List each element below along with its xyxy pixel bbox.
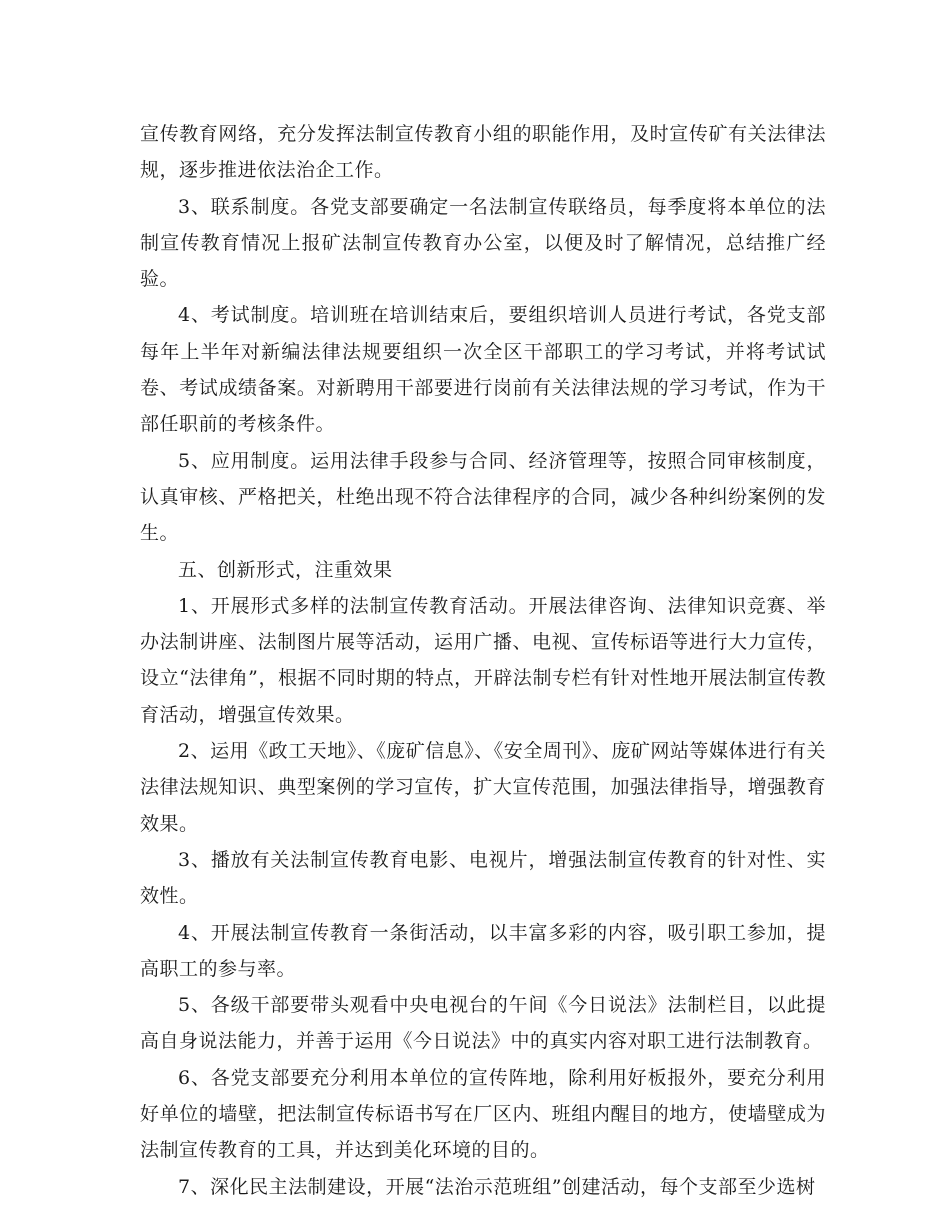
paragraph-democracy: 7、深化民主法制建设，开展“法治示范班组”创建活动，每个支部至少选树 [178,1175,816,1198]
paragraph-street-activity: 4、开展法制宣传教育一条街活动，以丰富多彩的内容，吸引职工参加，提高职工的参与率。 [140,921,826,980]
paragraph-wall-propaganda: 6、各党支部要充分利用本单位的宣传阵地，除利用好板报外，要充分利用好单位的墙壁，把法制宣传标语书写在厂区内、班组内醒目的地方，使墙壁成为法制宣传教育的工具，并达到美化环境的目的。 [140,1066,826,1162]
paragraph-activities: 1、开展形式多样的法制宣传教育活动。开展法律咨询、法律知识竞赛、举办法制讲座、法制图片展等活动，运用广播、电视、宣传标语等进行大力宣传，设立“法律角”，根据不同时期的特点，开辟法制专栏有针对性地开展法制宣传教育活动，增强宣传效果。 [140,594,826,726]
paragraph-media: 2、运用《政工天地》、《庞矿信息》、《安全周刊》、庞矿网站等媒体进行有关法律法规知识、典型案例的学习宣传，扩大宣传范围，加强法律指导，增强教育效果。 [140,740,826,835]
paragraph-application-system: 5、应用制度。运用法律手段参与合同、经济管理等，按照合同审核制度，认真审核、严格把关，杜绝出现不符合法律程序的合同，减少各种纠纷案例的发生。 [140,449,826,545]
paragraph-exam-system: 4、考试制度。培训班在培训结束后，要组织培训人员进行考试，各党支部每年上半年对新编法律法规要组织一次全区干部职工的学习考试，并将考试试卷、考试成绩备案。对新聘用干部要进行岗前有关法律法规的学习考试，作为干部任职前的考核条件。 [140,304,826,436]
paragraph-network: 宣传教育网络，充分发挥法制宣传教育小组的职能作用，及时宣传矿有关法律法规，逐步推进依法治企工作。 [140,123,826,182]
paragraph-contact-system: 3、联系制度。各党支部要确定一名法制宣传联络员，每季度将本单位的法制宣传教育情况上报矿法制宣传教育办公室，以便及时了解情况，总结推广经验。 [140,195,826,291]
paragraph-films: 3、播放有关法制宣传教育电影、电视片，增强法制宣传教育的针对性、实效性。 [140,848,826,908]
document-body [140,116,826,1205]
section-heading-innovation: 五、创新形式，注重效果 [178,558,393,581]
paragraph-cctv-program: 5、各级干部要带头观看中央电视台的午间《今日说法》法制栏目，以此提高自身说法能力，并善于运用《今日说法》中的真实内容对职工进行法制教育。 [140,994,826,1053]
